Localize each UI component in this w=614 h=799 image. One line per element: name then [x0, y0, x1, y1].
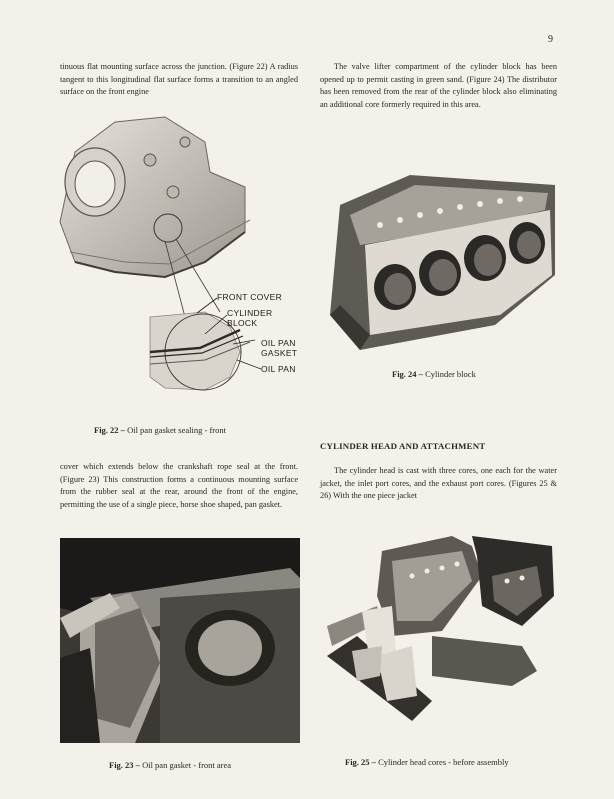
- right-paragraph-2-text: The cylinder head is cast with three cores, one each for the water jacket, the inlet port cores, and the exhaust port cores. (Figures 25 & 26) With the one piece jacket: [320, 466, 557, 501]
- left-paragraph-2: cover which extends below the crankshaft rope seal at the front. (Figure 23) This construction forms a continuous mounting surface from the rubber seal at the rear, around the front of the engine, permitting the use of a single piece, horse shoe shaped, pan gasket.: [60, 462, 298, 509]
- label-gasket: GASKET: [261, 348, 298, 358]
- figure-23-photo: [60, 538, 300, 743]
- figure-25-number: Fig. 25 –: [345, 757, 376, 767]
- right-paragraph-1-text: The valve lifter compartment of the cylinder block has been opened up to permit casting in green sand. (Figure 24) The distributor has been removed from the rear of the cylinder block also eliminating an additional core formerly required in this area.: [320, 62, 557, 109]
- figure-22-caption: [94, 425, 226, 435]
- figure-22-number: Fig. 22 –: [94, 425, 125, 435]
- left-paragraph-1: tinuous flat mounting surface across the junction. (Figure 22) A radius tangent to this longitudinal flat surface forms a transition to an angled surface on the front engine: [60, 62, 298, 97]
- figure-22-diagram: [55, 112, 305, 412]
- figure-24-caption-text: Cylinder block: [425, 369, 476, 379]
- label-oil-pan-2: OIL PAN: [261, 364, 296, 374]
- label-front-cover: FRONT COVER: [217, 292, 283, 302]
- figure-25-photo: [322, 536, 557, 746]
- page-number: 9: [548, 34, 553, 45]
- label-oil-pan: OIL PAN: [261, 338, 296, 348]
- figure-22-caption-text: Oil pan gasket sealing - front: [127, 425, 226, 435]
- figure-23-caption: [109, 760, 231, 770]
- figure-23-number: Fig. 23 –: [109, 760, 140, 770]
- right-paragraph-1: [320, 61, 557, 111]
- section-heading: CYLINDER HEAD AND ATTACHMENT: [320, 441, 486, 451]
- figure-25-caption-text: Cylinder head cores - before assembly: [378, 757, 509, 767]
- figure-25-caption: [345, 757, 509, 767]
- figure-23-caption-text: Oil pan gasket - front area: [142, 760, 232, 770]
- label-block: BLOCK: [227, 318, 258, 328]
- figure-24-number: Fig. 24 –: [392, 369, 423, 379]
- right-paragraph-2: [320, 465, 557, 503]
- figure-24-photo: [320, 165, 560, 355]
- figure-24-caption: [392, 369, 476, 379]
- label-cylinder: CYLINDER: [227, 308, 273, 318]
